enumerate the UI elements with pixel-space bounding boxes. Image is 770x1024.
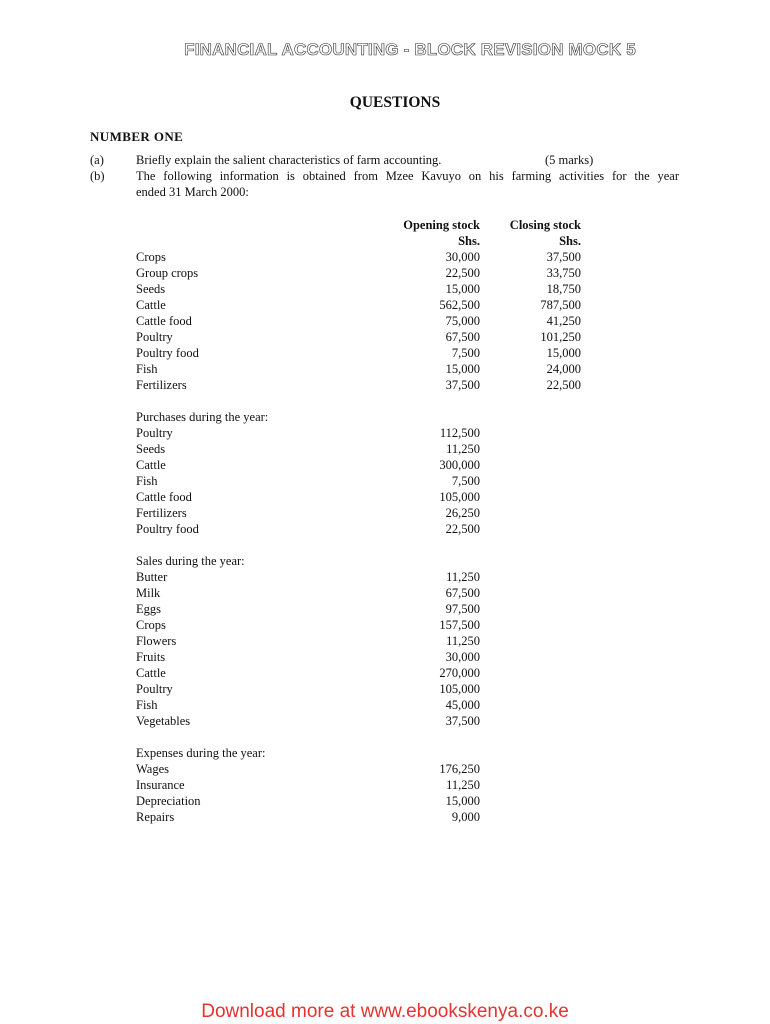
row-label: Cattle (136, 666, 166, 680)
table-row (136, 761, 586, 777)
table-row (136, 697, 586, 713)
row-label: Poultry (136, 682, 173, 696)
part-b-text-line1: The following information is obtained from Mzee Kavuyo on his farming activities for the year (136, 169, 679, 183)
part-a-text: Briefly explain the salient characteristics of farm accounting. (136, 153, 442, 167)
closing-value: 24,000 (546, 362, 581, 376)
closing-value: 22,500 (546, 378, 581, 392)
row-value: 11,250 (446, 778, 480, 792)
row-label: Fertilizers (136, 378, 187, 392)
row-label: Crops (136, 250, 166, 264)
table-row (136, 649, 586, 665)
row-label: Fish (136, 698, 158, 712)
download-footer-link[interactable]: Download more at www.ebookskenya.co.ke (201, 1001, 569, 1022)
table-row (136, 777, 586, 793)
table-row (136, 473, 586, 489)
part-a-letter: (a) (90, 153, 104, 167)
opening-value: 7,500 (451, 346, 480, 360)
row-label: Cattle food (136, 314, 192, 328)
row-value: 26,250 (445, 506, 480, 520)
row-label: Fish (136, 362, 158, 376)
row-value: 7,500 (451, 474, 480, 488)
table-row (136, 793, 586, 809)
table-row (136, 585, 586, 601)
table-row (136, 345, 586, 361)
table-row (136, 377, 586, 393)
row-label: Eggs (136, 602, 161, 616)
part-b-text-line2: ended 31 March 2000: (136, 185, 249, 199)
row-value: 97,500 (445, 602, 480, 616)
table-row (136, 457, 586, 473)
number-heading: NUMBER ONE (90, 129, 184, 144)
opening-stock-unit: Shs. (458, 234, 480, 248)
row-label: Wages (136, 762, 170, 776)
opening-value: 37,500 (445, 378, 480, 392)
row-label: Poultry food (136, 346, 199, 360)
row-value: 270,000 (439, 666, 480, 680)
row-label: Cattle food (136, 490, 192, 504)
purchases-title: Purchases during the year: (136, 410, 269, 424)
closing-stock-header (461, 217, 581, 249)
closing-value: 41,250 (546, 314, 581, 328)
row-label: Vegetables (136, 714, 191, 728)
table-row (136, 601, 586, 617)
document-header: FINANCIAL ACCOUNTING - BLOCK REVISION MOCK 5 (184, 40, 636, 59)
table-row (136, 521, 586, 537)
row-label: Poultry (136, 330, 173, 344)
row-label: Fertilizers (136, 506, 187, 520)
row-label: Seeds (136, 442, 166, 456)
row-label: Milk (136, 586, 161, 600)
table-row (136, 265, 586, 281)
sales-title: Sales during the year: (136, 554, 245, 568)
row-value: 22,500 (445, 522, 480, 536)
stock-table (136, 249, 586, 825)
row-label: Crops (136, 618, 166, 632)
opening-value: 30,000 (445, 250, 480, 264)
questions-heading: QUESTIONS (349, 94, 441, 111)
table-row (136, 713, 586, 729)
table-row (136, 617, 586, 633)
table-row (136, 809, 586, 825)
row-value: 15,000 (445, 794, 480, 808)
table-row (136, 569, 586, 585)
row-label: Depreciation (136, 794, 201, 808)
row-value: 67,500 (445, 586, 480, 600)
table-row (136, 297, 586, 313)
row-label: Butter (136, 570, 168, 584)
part-b-letter: (b) (90, 169, 105, 183)
row-label: Flowers (136, 634, 177, 648)
row-value: 11,250 (446, 442, 480, 456)
row-value: 37,500 (445, 714, 480, 728)
row-label: Fruits (136, 650, 166, 664)
part-a-marks: (5 marks) (545, 153, 594, 167)
row-value: 11,250 (446, 634, 480, 648)
row-value: 112,500 (439, 426, 480, 440)
row-value: 157,500 (439, 618, 480, 632)
row-label: Cattle (136, 458, 166, 472)
closing-value: 37,500 (546, 250, 581, 264)
closing-stock-unit: Shs. (559, 234, 581, 248)
table-row (136, 489, 586, 505)
row-value: 30,000 (445, 650, 480, 664)
opening-value: 22,500 (445, 266, 480, 280)
closing-value: 33,750 (546, 266, 581, 280)
row-value: 45,000 (445, 698, 480, 712)
row-value: 9,000 (451, 810, 480, 824)
closing-value: 787,500 (540, 298, 581, 312)
table-row (136, 361, 586, 377)
closing-value: 18,750 (546, 282, 581, 296)
table-row (136, 313, 586, 329)
table-row (136, 665, 586, 681)
row-label: Insurance (136, 778, 185, 792)
row-label: Poultry (136, 426, 173, 440)
table-row (136, 441, 586, 457)
row-label: Group crops (136, 266, 199, 280)
opening-value: 67,500 (445, 330, 480, 344)
row-value: 300,000 (439, 458, 480, 472)
row-value: 176,250 (439, 762, 480, 776)
opening-value: 562,500 (439, 298, 480, 312)
opening-value: 15,000 (445, 362, 480, 376)
row-value: 105,000 (439, 682, 480, 696)
table-row (136, 329, 586, 345)
closing-value: 101,250 (540, 330, 581, 344)
expenses-title: Expenses during the year: (136, 746, 266, 760)
table-row (136, 249, 586, 265)
table-row (136, 281, 586, 297)
row-label: Poultry food (136, 522, 199, 536)
opening-value: 15,000 (445, 282, 480, 296)
row-label: Seeds (136, 282, 166, 296)
row-value: 11,250 (446, 570, 480, 584)
table-row (136, 505, 586, 521)
opening-value: 75,000 (445, 314, 480, 328)
row-label: Repairs (136, 810, 175, 824)
opening-stock-label: Opening stock (403, 218, 480, 232)
row-label: Cattle (136, 298, 166, 312)
closing-value: 15,000 (546, 346, 581, 360)
row-value: 105,000 (439, 490, 480, 504)
closing-stock-label: Closing stock (509, 218, 581, 232)
table-row (136, 633, 586, 649)
table-row (136, 681, 586, 697)
row-label: Fish (136, 474, 158, 488)
table-row (136, 425, 586, 441)
